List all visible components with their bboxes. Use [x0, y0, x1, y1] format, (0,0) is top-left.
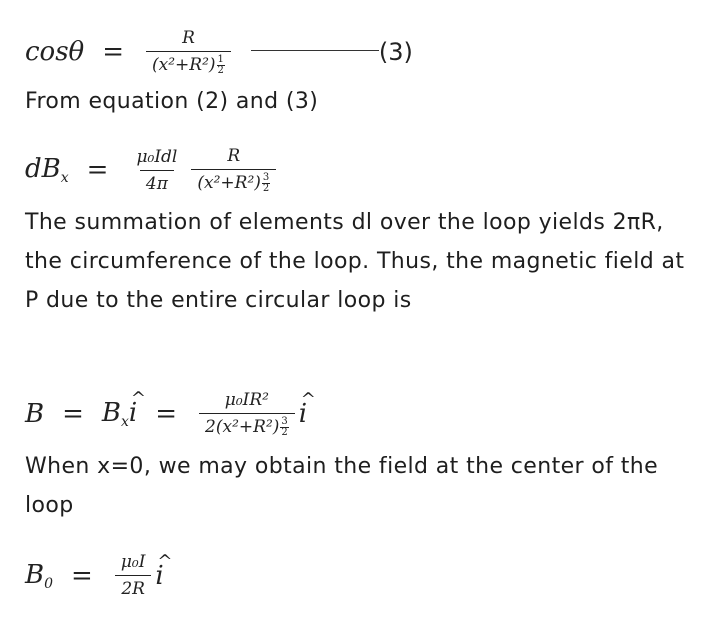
B0-equals: =: [71, 560, 93, 591]
equation-number: (3): [378, 38, 413, 66]
B0-numerator: μ₀I: [120, 552, 146, 572]
dBx-f2-numerator: R: [227, 146, 241, 166]
dBx-lhs: $dB_x$: [25, 154, 69, 186]
eq3-denominator: (x²+R²) $\frac{1}{2}$: [146, 51, 231, 76]
equation-dBx: [25, 146, 280, 194]
B-middle: $B_x\^{}$ i: [102, 398, 137, 430]
B0-denominator: 2R: [115, 575, 151, 599]
equation-B: [25, 390, 307, 438]
dBx-f1-denominator: 4π: [140, 170, 174, 194]
B0-lhs: $B_0$: [25, 559, 54, 592]
B-lhs: B: [25, 399, 45, 429]
dBx-f1-numerator: μ₀Idl: [136, 146, 178, 167]
eq3-lhs: cosθ: [25, 37, 85, 67]
eq3-equals: =: [102, 37, 125, 67]
dBx-f2-denominator: (x²+R²) $\frac{3}{2}$: [191, 169, 276, 194]
B-denominator: 2(x²+R²) $\frac{3}{2}$: [199, 413, 295, 438]
equation-3: [25, 28, 413, 76]
paragraph-from-equation: From equation (2) and (3): [25, 89, 319, 114]
B-fraction: [199, 390, 295, 438]
equation-leader-line: [251, 50, 379, 51]
eq3-numerator: R: [182, 28, 195, 48]
dBx-fraction-1: [130, 147, 183, 194]
eq3-fraction: [146, 28, 231, 76]
dBx-fraction-2: [191, 146, 276, 194]
B-equals-1: =: [62, 399, 84, 429]
B-unit-vector: ^ i: [299, 399, 307, 429]
equation-B0: [25, 552, 164, 599]
B-equals-2: =: [155, 399, 178, 429]
B0-unit-vector: ^ i: [155, 561, 163, 591]
paragraph-summation: The summation of elements dl over the loop yields 2πR, the circumference of the loop. Thus, the magnetic field at P due to the entire circular loop is: [25, 210, 685, 313]
B-numerator: μ₀IR²: [224, 390, 269, 410]
B0-fraction: [115, 552, 152, 599]
dBx-equals: =: [86, 155, 109, 185]
paragraph-center-field: When x=0, we may obtain the field at the center of the loop: [25, 454, 659, 518]
